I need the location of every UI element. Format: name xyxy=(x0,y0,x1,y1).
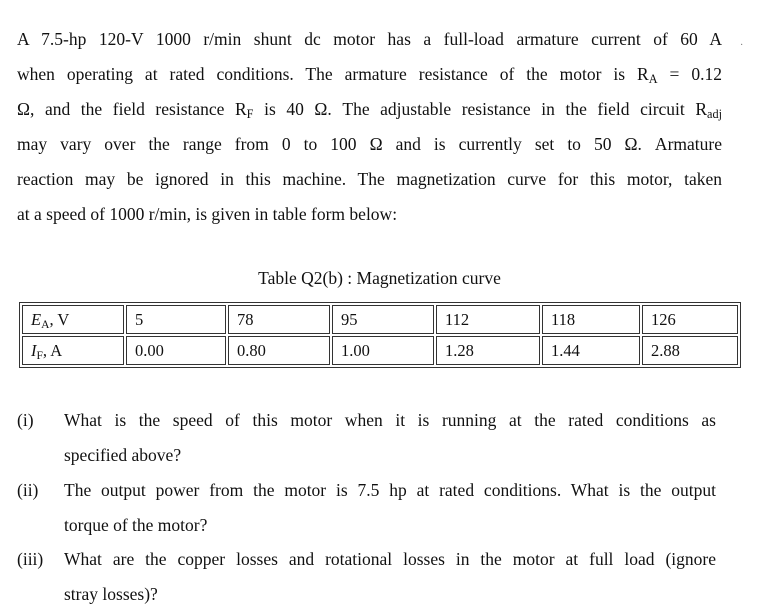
table-row-if xyxy=(22,336,738,365)
table-cell: 5 xyxy=(126,305,226,334)
table-cell: 0.00 xyxy=(126,336,226,365)
question-number: (ii) xyxy=(17,480,39,500)
row-label-if: $I_F$, A xyxy=(22,336,124,365)
table-cell: 118 xyxy=(542,305,640,334)
question-text: What is the speed of this motor when it is running at the rated conditions as specified above? xyxy=(64,410,716,465)
table-cell: 1.00 xyxy=(332,336,434,365)
table-row-ea xyxy=(22,305,738,334)
table-cell: 112 xyxy=(436,305,540,334)
table-cell: 1.28 xyxy=(436,336,540,365)
stray-dot: · xyxy=(740,40,744,51)
problem-line-1: A 7.5-hp 120-V 1000 r/min shunt dc motor has a full-load armature current of 60 A xyxy=(17,29,722,49)
magnetization-table xyxy=(19,302,741,368)
problem-line-6: at a speed of 1000 r/min, is given in table form below: xyxy=(17,204,398,224)
problem-statement xyxy=(17,22,722,232)
question-number: (iii) xyxy=(17,549,44,569)
table-cell: 2.88 xyxy=(642,336,738,365)
question-text: What are the copper losses and rotational losses in the motor at full load (ignore stray losses)? xyxy=(64,549,716,604)
table-cell: 95 xyxy=(332,305,434,334)
table-cell: 78 xyxy=(228,305,330,334)
question-number: (i) xyxy=(17,410,34,430)
row-label-ea: $E_A$, V xyxy=(22,305,124,334)
table-cell: 126 xyxy=(642,305,738,334)
question-text: The output power from the motor is 7.5 hp at rated conditions. What is the output torque of the motor? xyxy=(64,480,716,535)
table-cell: 0.80 xyxy=(228,336,330,365)
table-cell: 1.44 xyxy=(542,336,640,365)
problem-line-3: Ω, and the field resistance $R_F$ is 40 Ω. The adjustable resistance in the field circuit $R_{adj}$ xyxy=(17,99,722,122)
problem-line-4: may vary over the range from 0 to 100 Ω and is currently set to 50 Ω. Armature xyxy=(17,134,722,154)
problem-line-2: when operating at rated conditions. The armature resistance of the motor is $R_A = 0.12$ xyxy=(17,64,722,87)
problem-line-5: reaction may be ignored in this machine. The magnetization curve for this motor, taken xyxy=(17,169,722,189)
table-caption: Table Q2(b) : Magnetization curve xyxy=(258,268,501,288)
